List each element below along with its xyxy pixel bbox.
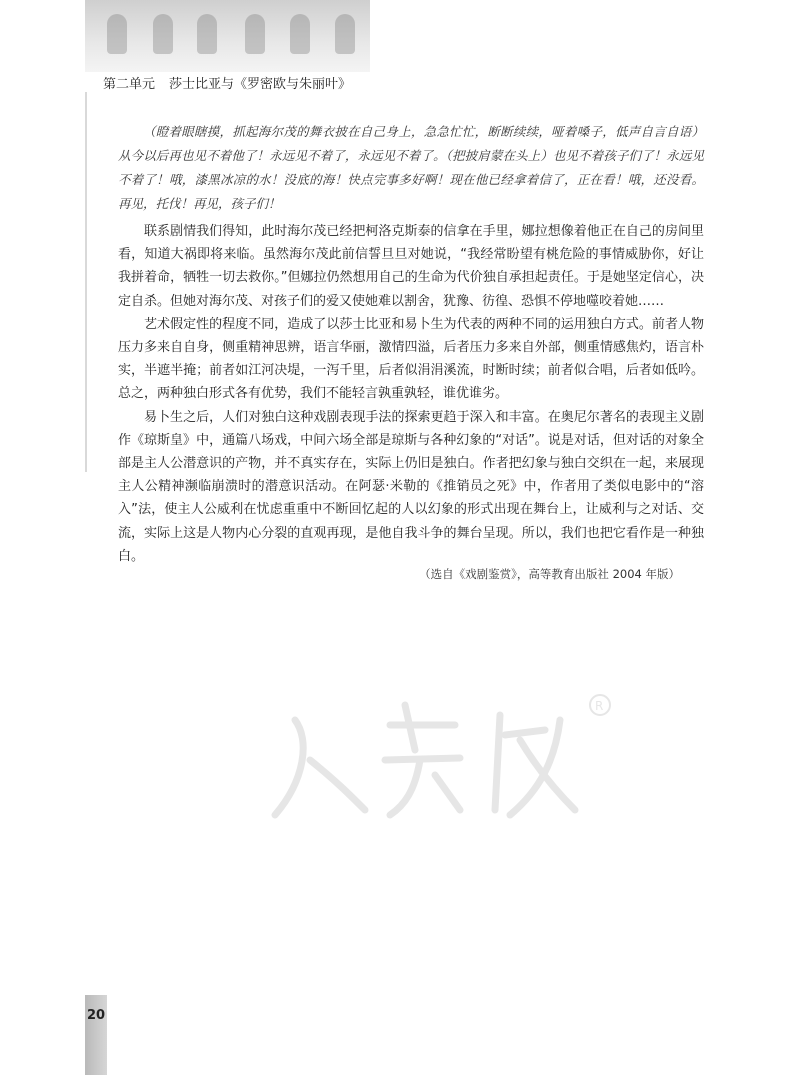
- svg-text:R: R: [595, 699, 604, 713]
- publisher-watermark: [255, 680, 635, 830]
- banner-figure: [335, 14, 355, 54]
- running-header: [103, 73, 351, 92]
- banner-figure: [197, 14, 217, 54]
- stage-direction-quote: （瞪着眼瞎摸，抓起海尔茂的舞衣披在自己身上，急急忙忙，断断续续，哑着嗓子，低声自言自语）从今以后再也见不着他了！永远见不着了，永远见不着了。（把披肩蒙在头上）也见不着孩子们了！永远见不着了！哦，漆黑冰凉的水！没底的海！快点完事多好啊！现在他已经拿着信了，正在看！哦，还没看。再见，托伐！再见，孩子们！: [118, 124, 704, 211]
- body-text: [118, 120, 704, 568]
- margin-rule: [85, 92, 87, 472]
- paragraph: 联系剧情我们得知，此时海尔茂已经把柯洛克斯泰的信拿在手里，娜拉想像着他正在自己的房间里看，知道大祸即将来临。虽然海尔茂此前信誓旦旦对她说，“我经常盼望有桃危险的事情威胁你，好让我拼着命，牺牲一切去救你。”但娜拉仍然想用自己的生命为代价独自承担起责任。于是她坚定信心，决定自杀。但她对海尔茂、对孩子们的爱又使她难以割舍，犹豫、彷徨、恐惧不停地噬咬着她……: [118, 224, 704, 309]
- page-number: 20: [87, 1008, 106, 1023]
- banner-figure: [153, 14, 173, 54]
- header-banner-image: [85, 0, 370, 72]
- unit-title: 莎士比亚与《罗密欧与朱丽叶》: [169, 77, 352, 92]
- unit-label: 第二单元: [103, 77, 156, 92]
- banner-figure: [245, 14, 265, 54]
- page-tab: [85, 995, 107, 1075]
- banner-figure: [290, 14, 310, 54]
- paragraph: 易卜生之后，人们对独白这种戏剧表现手法的探索更趋于深入和丰富。在奥尼尔著名的表现主义剧作《琼斯皇》中，通篇八场戏，中间六场全部是琼斯与各种幻象的“对话”。说是对话，但对话的对象全部是主人公潜意识的产物，并不真实存在，实际上仍旧是独白。作者把幻象与独白交织在一起，来展现主人公精神濒临崩溃时的潜意识活动。在阿瑟·米勒的《推销员之死》中，作者用了类似电影中的“溶入”法，使主人公威利在忧虑重重中不断回忆起的人以幻象的形式出现在舞台上，让威利与之对话、交流，实际上这是人物内心分裂的直观再现，是他自我斗争的舞台呈现。所以，我们也把它看作是一种独白。: [118, 409, 704, 564]
- paragraph: 艺术假定性的程度不同，造成了以莎士比亚和易卜生为代表的两种不同的运用独白方式。前者人物压力多来自自身，侧重精神思辨，语言华丽，激情四溢，后者压力多来自外部，侧重情感焦灼，语言朴实，半遮半掩；前者如江河决堤，一泻千里，后者似涓涓溪流，时断时续；前者似合唱，后者如低吟。总之，两种独白形式各有优势，我们不能轻言孰重孰轻，谁优谁劣。: [118, 316, 704, 402]
- source-citation: （选自《戏剧鉴赏》，高等教育出版社 2004 年版）: [419, 567, 680, 581]
- banner-figure: [107, 14, 127, 54]
